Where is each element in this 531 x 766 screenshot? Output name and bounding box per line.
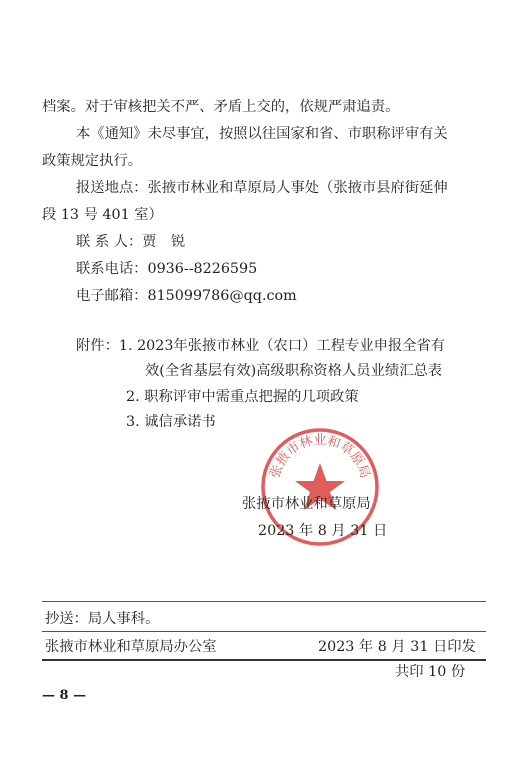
- seal-text: 张掖市林业和草原局: [267, 433, 373, 481]
- footer-divider: [42, 601, 486, 602]
- issuing-office: 张掖市林业和草原局办公室: [45, 639, 217, 655]
- submission-address-line: 报送地点：张掖市林业和草原局人事处（张掖市县府街延伸: [76, 180, 448, 196]
- footer-divider: [42, 659, 486, 661]
- body-paragraph-line: 档案。对于审核把关不严、矛盾上交的，依规严肃追责。: [42, 99, 400, 115]
- cc-line: 抄送：局人事科。: [45, 611, 160, 627]
- attachment-item-3: 3. 诚信承诺书: [126, 414, 216, 430]
- issue-date: 2023 年 8 月 31 日印发: [318, 639, 476, 655]
- attachment-item-1: 附件：1. 2023年张掖市林业（农口）工程专业申报全省有: [76, 338, 446, 354]
- contact-person: 联 系 人：贾 锐: [76, 234, 186, 250]
- attachment-item-2: 2. 职称评审中需重点把握的几项政策: [126, 389, 359, 405]
- attachment-item-1-cont: 效(全省基层有效)高级职称资格人员业绩汇总表: [145, 363, 443, 379]
- submission-address-line: 段 13 号 401 室）: [42, 207, 163, 223]
- signing-date: 2023 年 8 月 31 日: [258, 523, 388, 539]
- copies-count: 共印 10 份: [395, 664, 466, 680]
- body-paragraph-line: 政策规定执行。: [42, 153, 143, 169]
- body-paragraph-line: 本《通知》未尽事宜，按照以往国家和省、市职称评审有关: [76, 126, 448, 142]
- page-number: — 8 —: [42, 688, 87, 703]
- footer-divider: [42, 631, 486, 632]
- contact-phone: 联系电话：0936--8226595: [76, 261, 258, 277]
- signing-organization: 张掖市林业和草原局: [242, 496, 371, 512]
- contact-email: 电子邮箱：815099786@qq.com: [76, 288, 297, 304]
